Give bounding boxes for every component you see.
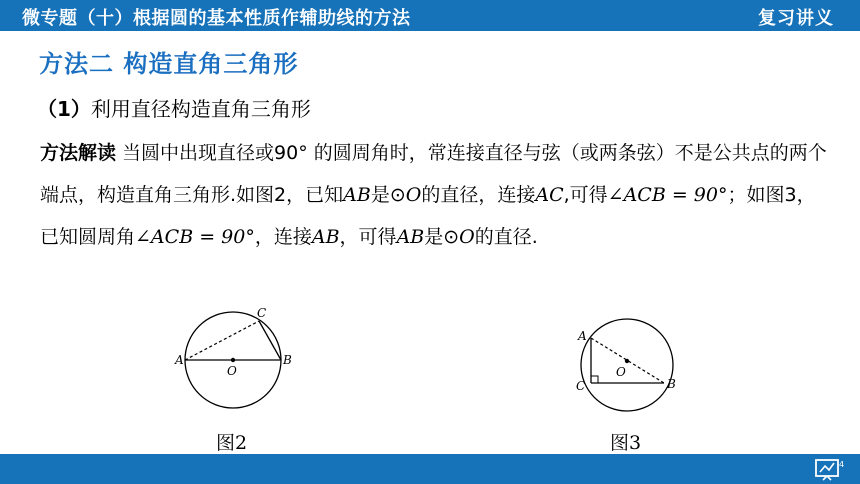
figure-3-diagram xyxy=(566,310,696,420)
math-angle-acb: ∠ACB = 90° xyxy=(607,184,728,206)
paragraph-text: 的直径. xyxy=(474,226,538,248)
page-number: 4 xyxy=(839,460,845,469)
math-angle-acb: ∠ACB = 90° xyxy=(135,226,255,248)
math-ab: AB xyxy=(343,184,371,206)
header-right-label: 复习讲义 xyxy=(758,8,834,29)
subtitle-number: （1） xyxy=(37,97,91,121)
label-b: B xyxy=(667,377,676,391)
label-c: C xyxy=(576,379,586,393)
math-ab: AB xyxy=(396,226,425,248)
label-a: A xyxy=(578,329,587,343)
math-ac: AC xyxy=(535,184,564,206)
label-b: B xyxy=(283,353,292,367)
paragraph-text: 是⊙ xyxy=(370,184,406,206)
dashed-chord-ac xyxy=(185,321,259,360)
figure-2-caption: 图2 xyxy=(216,432,248,454)
math-ab: AB xyxy=(311,226,340,248)
label-c: C xyxy=(257,306,267,320)
chord-bc xyxy=(259,321,281,360)
center-point xyxy=(625,359,629,363)
paragraph-text: ；如图3，已知圆周角 xyxy=(40,184,816,248)
circle xyxy=(581,319,673,411)
header-title: 微专题（十）根据圆的基本性质作辅助线的方法 xyxy=(22,8,411,29)
paragraph-text: 当圆中出现直径或90° 的圆周角时，常连接直径与弦（或两条弦）不是公共点的两个端点，构造直角三角形.如图2，已知 xyxy=(40,142,827,206)
presentation-board-icon[interactable] xyxy=(814,457,846,481)
figure-2-diagram xyxy=(170,300,300,415)
label-o: O xyxy=(227,364,237,378)
subtitle-text: 利用直径构造直角三角形 xyxy=(90,97,311,121)
paragraph-text: 的直径，连接 xyxy=(421,184,536,206)
math-o: O xyxy=(405,184,422,206)
center-point xyxy=(231,358,235,362)
paragraph-text: ，可得 xyxy=(339,226,397,248)
section-title: 方法二 构造直角三角形 xyxy=(39,50,299,78)
subtitle xyxy=(37,93,311,122)
paragraph-text: ，连接 xyxy=(254,226,312,248)
paragraph-text: ,可得 xyxy=(563,184,608,206)
right-angle-mark xyxy=(591,376,598,383)
footer-bar xyxy=(0,454,860,484)
header-bar xyxy=(0,0,860,31)
paragraph-text: 是⊙ xyxy=(424,226,460,248)
method-paragraph xyxy=(40,132,830,258)
figure-3-caption: 图3 xyxy=(610,432,642,454)
label-o: O xyxy=(616,365,626,379)
paragraph-label: 方法解读 xyxy=(40,142,117,164)
math-o: O xyxy=(459,226,475,248)
label-a: A xyxy=(175,353,184,367)
